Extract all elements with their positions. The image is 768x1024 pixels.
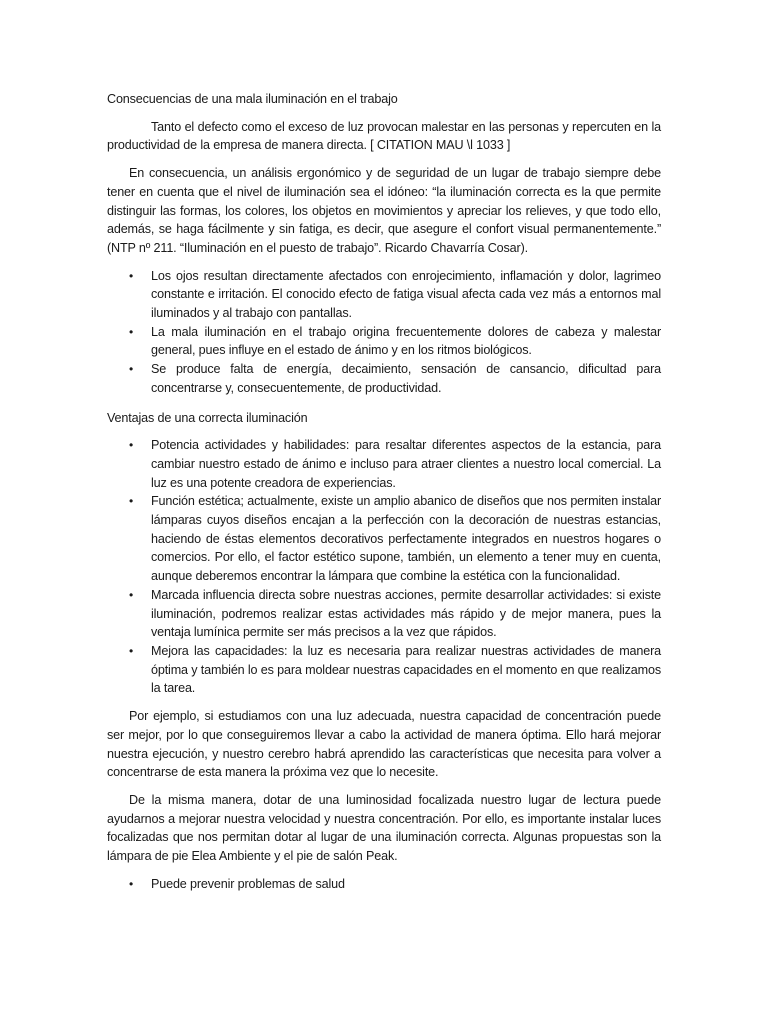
list-item-text: Marcada influencia directa sobre nuestras acciones, permite desarrollar actividades: si existe iluminación, podremos realizar estas actividades más rápido y de mejor manera, pues la ventaja lumínica permite ser más precisos a la vez que rápidos.: [151, 587, 661, 640]
paragraph-ergonomic-analysis: En consecuencia, un análisis ergonómico y de seguridad de un lugar de trabajo siempre debe tener en cuenta que el nivel de iluminación sea el idóneo: “la iluminación correcta es la que permite distinguir las formas, los colores, los objetos en movimientos y apreciar los relieves, y que todo ello, además, se haga fácilmente y sin fatiga, es decir, que asegure el confort visual permanentemente.” (NTP nº 211. “Iluminación en el puesto de trabajo”. Ricardo Chavarría Cosar).: [107, 166, 661, 255]
list-item: [107, 586, 661, 642]
bullet-list-advantages: [107, 436, 661, 698]
paragraph-example-study: Por ejemplo, si estudiamos con una luz adecuada, nuestra capacidad de concentración puede ser mejor, por lo que conseguiremos llevar a cabo la actividad de manera óptima. Ello hará mejorar nuestra ejecución, y nuestro cerebro habrá aprendido las características que necesita para volver a concentrarse de esta manera la próxima vez que lo necesite.: [107, 709, 661, 780]
list-item: [107, 436, 661, 492]
list-item: [107, 267, 661, 323]
paragraph-intro: Tanto el defecto como el exceso de luz provocan malestar en las personas y repercuten en la productividad de la empresa de manera directa. [ CITATION MAU \l 1033 ]: [107, 119, 661, 153]
list-item: [107, 875, 661, 894]
list-item-text: La mala iluminación en el trabajo origina frecuentemente dolores de cabeza y malestar general, pues influye en el estado de ánimo y en los ritmos biológicos.: [151, 324, 661, 358]
bullet-icon: •: [129, 324, 134, 339]
section-heading-consequences: Consecuencias de una mala iluminación en el trabajo: [107, 92, 398, 106]
list-item-text: Puede prevenir problemas de salud: [151, 876, 345, 891]
list-item-text: Los ojos resultan directamente afectados con enrojecimiento, inflamación y dolor, lagrimeo constante e irritación. El conocido efecto de fatiga visual afecta cada vez más a entornos mal iluminados y al trabajo con pantallas.: [151, 268, 661, 321]
bullet-icon: •: [129, 643, 134, 658]
bullet-icon: •: [129, 362, 134, 377]
paragraph-focused-light: De la misma manera, dotar de una luminosidad focalizada nuestro lugar de lectura puede ayudarnos a mejorar nuestra velocidad y nuestra concentración. Por ello, es importante instalar luces focalizadas que nos permitan dotar al lugar de una iluminación correcta. Algunas propuestas son la lámpara de pie Elea Ambiente y el pie de salón Peak.: [107, 792, 661, 864]
document-page: [107, 90, 661, 902]
bullet-list-consequences: [107, 267, 661, 398]
list-item-text: Mejora las capacidades: la luz es necesaria para realizar nuestras actividades de manera óptima y también lo es para moldear nuestras capacidades en el momento en que realizamos la tarea.: [151, 643, 661, 696]
bullet-icon: •: [129, 587, 134, 602]
bullet-list-final: [107, 875, 661, 894]
list-item: [107, 642, 661, 698]
list-item: [107, 492, 661, 586]
section-heading-advantages: Ventajas de una correcta iluminación: [107, 410, 308, 425]
bullet-icon: •: [129, 268, 134, 283]
list-item: [107, 360, 661, 397]
list-item-text: Potencia actividades y habilidades: para resaltar diferentes aspectos de la estancia, para cambiar nuestro estado de ánimo e incluso para atraer clientes a nuestro local comercial. La luz es una potente creadora de experiencias.: [151, 438, 661, 490]
list-item-text: Función estética; actualmente, existe un amplio abanico de diseños que nos permiten instalar lámparas cuyos diseños encajan a la perfección con la decoración de nuestras estancias, haciendo de éstas elementos decorativos perfectamente integrados en nuestros hogares o comercios. Por ello, el factor estético supone, también, un elemento a tener muy en cuenta, aunque deberemos encontrar la lámpara que combine la estética con la funcionalidad.: [151, 494, 661, 584]
bullet-icon: •: [129, 876, 134, 891]
bullet-icon: •: [129, 494, 134, 509]
list-item-text: Se produce falta de energía, decaimiento, sensación de cansancio, dificultad para concentrarse y, consecuentemente, de productividad.: [151, 362, 661, 395]
list-item: [107, 323, 661, 360]
bullet-icon: •: [129, 438, 134, 453]
